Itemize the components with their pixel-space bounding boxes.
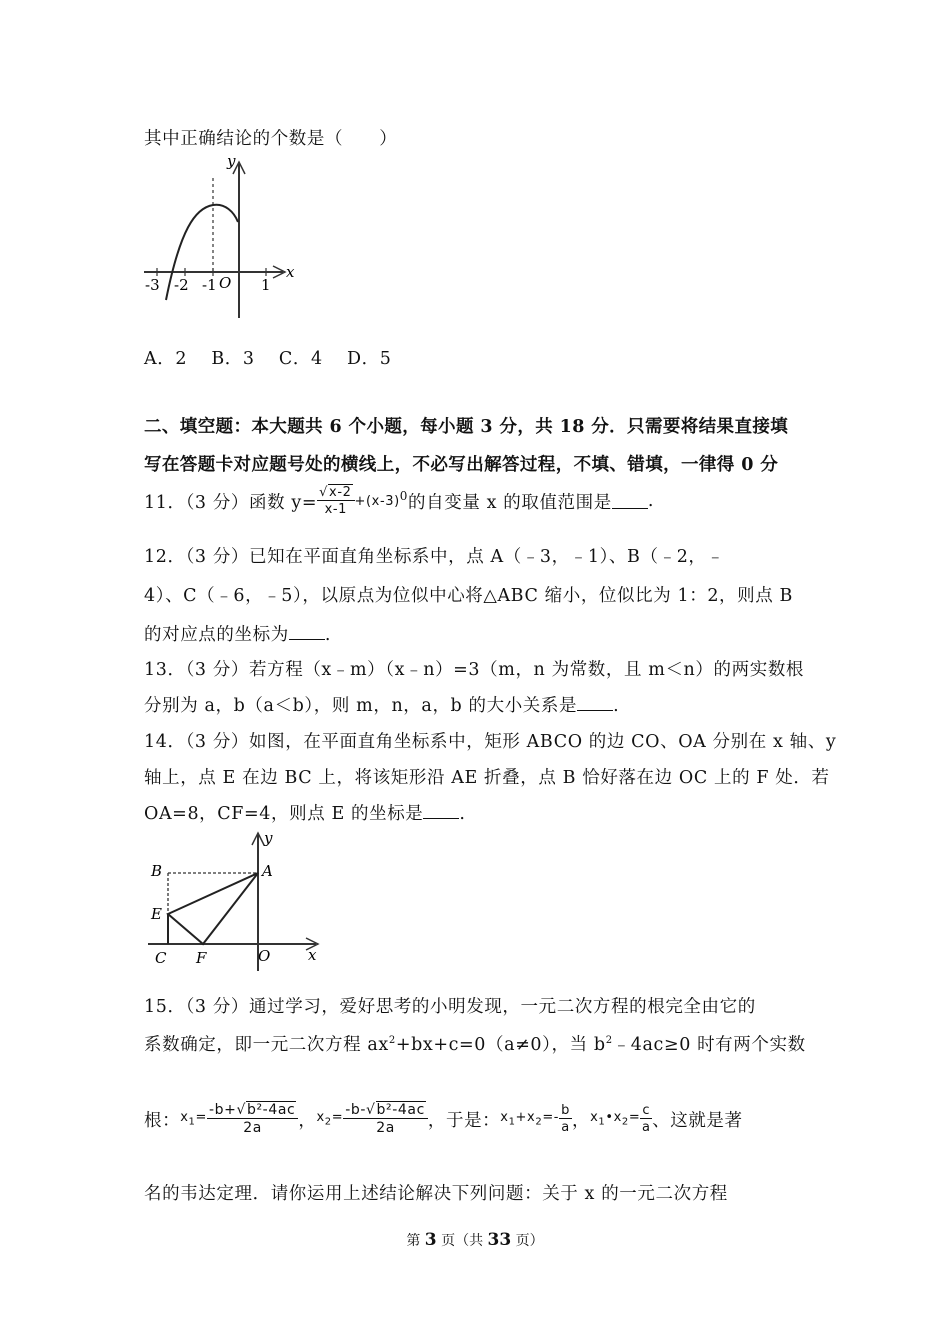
origin-label: O [219, 274, 232, 292]
page-footer [0, 1230, 950, 1250]
q15-line4: 名的韦达定理．请你运用上述结论解决下列问题：关于 x 的一元二次方程 [144, 1184, 728, 1204]
y-axis-label: y [227, 152, 236, 170]
superscript: 2 [605, 1035, 613, 1047]
point-label-o: O [258, 947, 271, 965]
section-heading-line1: 二、填空题：本大题共 6 个小题，每小题 3 分，共 18 分．只需要将结果直接填 [144, 417, 789, 437]
x1-numerator: -b+√b²-4ac [207, 1102, 298, 1119]
x2-denominator: 2a [376, 1120, 395, 1136]
sum-numerator: b [561, 1103, 570, 1118]
answer-blank[interactable] [423, 804, 459, 819]
q12-line3-text: 的对应点的坐标为 [144, 625, 289, 645]
x2-symbol: $x_2=$ [316, 1110, 344, 1128]
superscript: 2 [388, 1035, 396, 1047]
q11-exponent: 0 [399, 489, 409, 503]
q12-line2: 4）、C（﹣6，﹣5），以原点为位似中心将△ABC 缩小，位似比为 1：2，则点 B [144, 586, 793, 606]
x2-fraction [343, 1102, 428, 1136]
q11-suffix: 的自变量 x 的取值范围是 [408, 492, 612, 513]
point-label-c: C [155, 949, 167, 967]
x-axis-label: x [308, 946, 317, 964]
q15-root-formulas [144, 1102, 743, 1136]
answer-blank[interactable] [289, 625, 325, 640]
q11-prefix: 11．（3 分）函数 y= [144, 492, 318, 513]
root-label: 根： [144, 1110, 181, 1131]
q12-line3 [144, 621, 331, 646]
q15-text: +bx+c=0（a≠0），当 b [395, 1035, 606, 1055]
q15-text: ﹣4ac≥0 时有两个实数 [612, 1035, 806, 1055]
y-axis-label: y [264, 829, 273, 847]
point-label-a: A [262, 862, 273, 880]
point-label-b: B [151, 862, 163, 880]
folded-triangle [168, 873, 258, 944]
product-expression: $x_1•x_2=$ [590, 1110, 641, 1128]
comma: ， [298, 1110, 317, 1131]
q15-tail-text: 、这就是著 [652, 1110, 743, 1131]
tick-label: -2 [174, 276, 189, 294]
sum-expression: $x_1+x_2=-$ [500, 1110, 560, 1128]
period: . [324, 625, 331, 645]
x1-denominator: 2a [243, 1120, 262, 1136]
product-numerator: c [642, 1103, 651, 1118]
question-tail-text: 其中正确结论的个数是（ ） [144, 129, 398, 149]
period: . [647, 491, 655, 511]
footer-text: 第 [406, 1233, 425, 1249]
q14-line3-text: OA=8，CF=4，则点 E 的坐标是 [144, 804, 424, 824]
q13-line2 [144, 692, 619, 717]
period: . [613, 696, 620, 716]
q12-line1: 12．（3 分）已知在平面直角坐标系中，点 A（﹣3，﹣1）、B（﹣2，﹣ [144, 547, 725, 567]
footer-text: 页（共 [436, 1233, 488, 1249]
tick-label: -1 [202, 276, 217, 294]
period: . [459, 804, 466, 824]
x1-symbol: $x_1=$ [180, 1110, 207, 1128]
q11-fraction [317, 485, 354, 517]
answer-blank[interactable] [612, 494, 648, 509]
question-11 [144, 485, 654, 517]
answer-options: A．2 B．3 C．4 D．5 [144, 349, 392, 369]
sum-fraction [559, 1103, 572, 1135]
section-heading-line2: 写在答题卡对应题号处的横线上，不必写出解答过程，不填、错填，一律得 0 分 [144, 455, 779, 475]
q11-numerator: √x-2 [317, 485, 354, 501]
footer-text: 页） [511, 1233, 544, 1249]
tick-label: 1 [261, 276, 271, 294]
q15-line1: 15．（3 分）通过学习，爱好思考的小明发现，一元二次方程的根完全由它的 [144, 997, 756, 1017]
sum-denominator: a [561, 1120, 570, 1135]
so-text: ，于是： [427, 1110, 501, 1131]
point-label-e: E [151, 905, 162, 923]
answer-blank[interactable] [577, 696, 613, 711]
x-axis-label: x [286, 263, 295, 281]
q11-denominator: x-1 [324, 502, 348, 517]
q14-line1: 14．（3 分）如图，在平面直角坐标系中，矩形 ABCO 的边 CO、OA 分别在 x 轴、y [144, 732, 837, 752]
q14-line2: 轴上，点 E 在边 BC 上，将该矩形沿 AE 折叠，点 B 恰好落在边 OC 上的 F 处．若 [144, 768, 830, 788]
product-denominator: a [641, 1120, 651, 1135]
x1-fraction [207, 1102, 298, 1136]
q15-line2 [144, 1031, 806, 1056]
product-fraction [640, 1103, 652, 1135]
q15-text: 系数确定，即一元二次方程 ax [144, 1035, 389, 1055]
q13-line1: 13．（3 分）若方程（x﹣m）（x﹣n）=3（m，n 为常数，且 m＜n）的两实数根 [144, 660, 805, 680]
tick-label: -3 [145, 276, 160, 294]
q11-plus-term: +(x-3) [354, 493, 400, 509]
q14-line3 [144, 800, 466, 825]
rectangle-fold-graph [140, 825, 330, 975]
total-pages: 33 [487, 1230, 512, 1250]
parabola-graph [140, 150, 310, 322]
q13-line2-text: 分别为 a，b（a＜b），则 m，n，a，b 的大小关系是 [144, 696, 578, 716]
current-page: 3 [424, 1230, 437, 1250]
x2-numerator: -b-√b²-4ac [343, 1102, 428, 1119]
point-label-f: F [196, 949, 207, 967]
comma: ， [571, 1110, 591, 1131]
